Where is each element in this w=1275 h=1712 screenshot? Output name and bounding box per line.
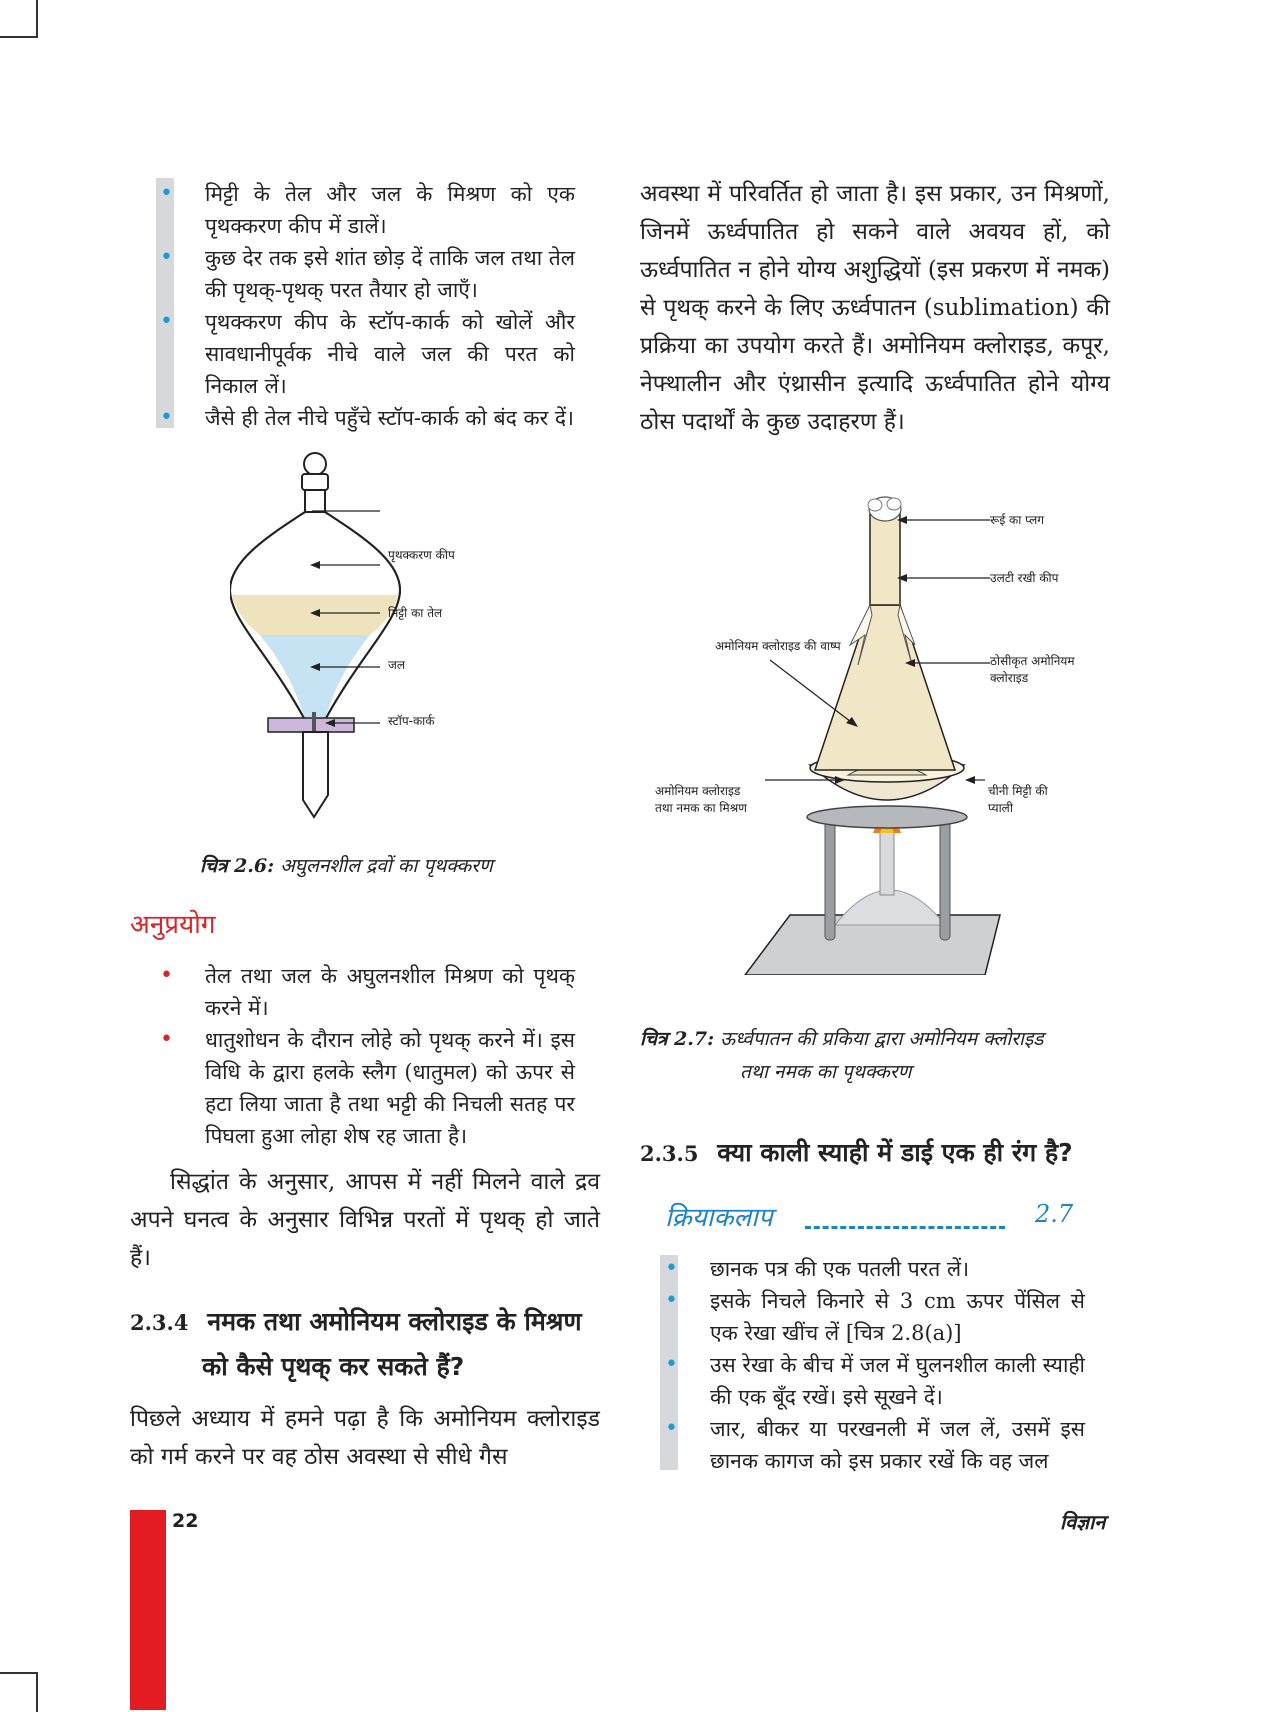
label-china-dish: चीनी मिट्टी की प्याली bbox=[988, 784, 1048, 815]
activity-steps-list bbox=[665, 1253, 1085, 1477]
label-cotton-plug: रूई का प्लग bbox=[990, 513, 1044, 527]
section-number: 2.3.5 bbox=[640, 1141, 699, 1166]
list-item: • जार, बीकर या परखनली में जल लें, उसमें इस छानक कागज को इस प्रकार रखें कि वह जल bbox=[665, 1413, 1085, 1477]
caption-text: अघुलनशील द्रवों का पृथक्करण bbox=[280, 855, 493, 877]
page-number: 22 bbox=[172, 1510, 199, 1532]
footer-red-bar bbox=[130, 1510, 166, 1710]
bullet-icon: • bbox=[160, 309, 173, 334]
bullet-icon: • bbox=[160, 181, 173, 206]
label-separating-funnel: पृथक्करण कीप bbox=[388, 548, 455, 562]
label-solidified-ammonium-chloride: ठोसीकृत अमोनियम क्लोराइड bbox=[990, 654, 1075, 685]
list-item: • छानक पत्र की एक पतली परत लें। bbox=[665, 1253, 1085, 1285]
bullet-icon: • bbox=[160, 963, 173, 988]
bullet-icon: • bbox=[665, 1352, 678, 1377]
applications-list bbox=[160, 960, 575, 1152]
label-inverted-funnel: उलटी रखी कीप bbox=[990, 571, 1059, 585]
list-item: • इसके निचले किनारे से 3 cm ऊपर पेंसिल से एक रेखा खींच लें [चित्र 2.8(a)] bbox=[665, 1285, 1085, 1349]
section-heading-2-3-4 bbox=[130, 1302, 610, 1343]
applications-heading: अनुप्रयोग bbox=[130, 910, 216, 940]
separation-steps-list bbox=[160, 178, 575, 434]
principle-paragraph: सिद्धांत के अनुसार, आपस में नहीं मिलने वाले द्रव अपने घनत्व के अनुसार विभिन्न परतों में पृथक् हो जाते हैं। bbox=[130, 1169, 600, 1271]
figure-number: चित्र 2.6: bbox=[200, 855, 275, 877]
label-mixture: अमोनियम क्लोराइड तथा नमक का मिश्रण bbox=[655, 784, 747, 815]
figure-2-7-pointers bbox=[640, 495, 1100, 795]
list-item: • मिट्टी के तेल और जल के मिश्रण को एक पृथक्करण कीप में डालें। bbox=[160, 178, 575, 242]
crop-mark-bottom-left bbox=[0, 1672, 38, 1712]
label-stopcock: स्टॉप-कार्क bbox=[388, 714, 435, 728]
activity-number: 2.7 bbox=[1035, 1200, 1074, 1228]
sublimation-paragraph: अवस्था में परिवर्तित हो जाता है। इस प्रकार, उन मिश्रणों, जिनमें ऊर्ध्वपातित हो सकने वाले अवयव हों, को ऊर्ध्वपातित न होने योग्य अशुद्धियों (इस प्रकरण में नमक) से पृथक् करने के लिए ऊर्ध्वपातन (sublimation) की प्रक्रिया का उपयोग करते हैं। अमोनियम क्लोराइड, कपूर, नेफ्थालीन और एंथ्रासीन इत्यादि ऊर्ध्वपातित होने योग्य ठोस पदार्थों के कुछ उदाहरण हैं। bbox=[640, 181, 1110, 435]
label-water: जल bbox=[388, 658, 406, 672]
list-item: • पृथक्करण कीप के स्टॉप-कार्क को खोलें और सावधानीपूर्वक नीचे वाले जल की परत को निकाल लें। bbox=[160, 306, 575, 402]
bullet-icon: • bbox=[665, 1416, 678, 1441]
activity-dash-line bbox=[805, 1226, 1005, 1229]
figure-caption bbox=[640, 1025, 1120, 1051]
bullet-icon: • bbox=[665, 1256, 678, 1281]
section-heading-2-3-5 bbox=[640, 1133, 1073, 1174]
section-title-line1: नमक तथा अमोनियम क्लोराइड के मिश्रण bbox=[207, 1307, 582, 1336]
list-item: • उस रेखा के बीच में जल में घुलनशील काली स्याही की एक बूँद रखें। इसे सूखने दें। bbox=[665, 1349, 1085, 1413]
section-2-3-4-paragraph: पिछले अध्याय में हमने पढ़ा है कि अमोनियम क्लोराइड को गर्म करने पर वह ठोस अवस्था से सीधे गैस bbox=[130, 1406, 600, 1470]
figure-number: चित्र 2.7: bbox=[640, 1028, 715, 1050]
list-item: • धातुशोधन के दौरान लोहे को पृथक् करने में। इस विधि के द्वारा हलके स्लैग (धातुमल) को ऊपर से हटा लिया जाता है तथा भट्टी की निचली सतह पर पिघला हुआ लोहा शेष रह जाता है। bbox=[160, 1024, 575, 1152]
section-number: 2.3.4 bbox=[130, 1310, 189, 1335]
list-item: • जैसे ही तेल नीचे पहुँचे स्टॉप-कार्क को बंद कर दें। bbox=[160, 402, 575, 434]
section-title: क्या काली स्याही में डाई एक ही रंग है? bbox=[717, 1138, 1073, 1167]
bullet-icon: • bbox=[160, 245, 173, 270]
section-heading-2-3-4-line2: को कैसे पृथक् कर सकते हैं? bbox=[202, 1352, 465, 1381]
bullet-icon: • bbox=[160, 405, 173, 430]
caption-text-line1: ऊर्ध्वपातन की प्रकिया द्वारा अमोनियम क्लोराइड bbox=[720, 1028, 1044, 1050]
list-item: • कुछ देर तक इसे शांत छोड़ दें ताकि जल तथा तेल की पृथक्-पृथक् परत तैयार हो जाएँ। bbox=[160, 242, 575, 306]
activity-label: क्रियाकलाप bbox=[665, 1203, 773, 1233]
caption-text-line2: तथा नमक का पृथक्करण bbox=[740, 1061, 912, 1083]
figure-2-6 bbox=[230, 445, 560, 840]
label-kerosene: मिट्टी का तेल bbox=[388, 606, 443, 620]
list-item: • तेल तथा जल के अघुलनशील मिश्रण को पृथक् करने में। bbox=[160, 960, 575, 1024]
activity-header bbox=[665, 1198, 1085, 1238]
bullet-icon: • bbox=[160, 1027, 173, 1052]
bullet-icon: • bbox=[665, 1288, 678, 1313]
label-ammonium-chloride-vapour: अमोनियम क्लोराइड की वाष्प bbox=[715, 639, 841, 653]
figure-caption bbox=[200, 852, 493, 878]
separating-funnel-diagram bbox=[230, 445, 560, 840]
book-title: विज्ञान bbox=[1060, 1510, 1106, 1534]
crop-mark-top-left bbox=[0, 0, 38, 38]
